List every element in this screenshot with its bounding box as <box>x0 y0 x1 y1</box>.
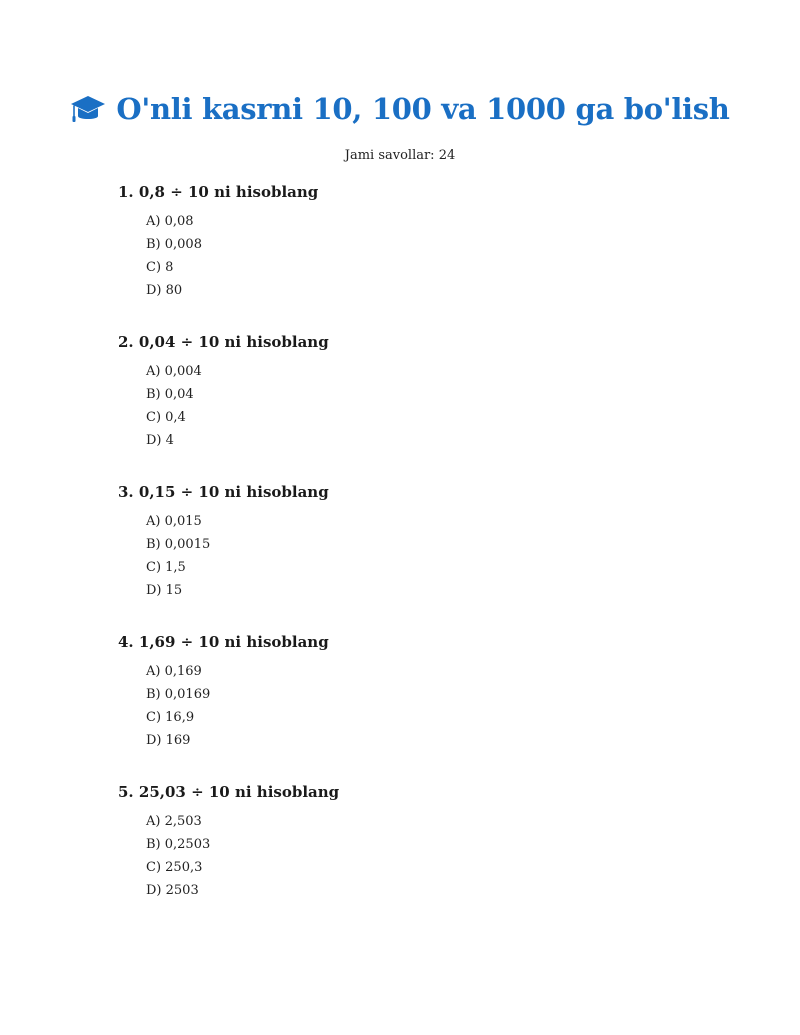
question-5 <box>118 782 758 902</box>
question-1 <box>118 182 758 302</box>
option-d: D) 4 <box>146 433 174 448</box>
option-b: B) 0,008 <box>146 237 202 252</box>
option-d: D) 2503 <box>146 883 199 898</box>
question-3 <box>118 482 758 602</box>
option-c: C) 0,4 <box>146 410 186 425</box>
question-text: 4. 1,69 ÷ 10 ni hisoblang <box>118 633 329 651</box>
question-4 <box>118 632 758 752</box>
option-d: D) 169 <box>146 733 191 748</box>
option-b: B) 0,0169 <box>146 687 211 702</box>
option-a: A) 0,08 <box>146 214 194 229</box>
option-d: D) 80 <box>146 283 183 298</box>
option-b: B) 0,04 <box>146 387 194 402</box>
option-a: A) 0,015 <box>146 514 202 529</box>
page-title: O'nli kasrni 10, 100 va 1000 ga bo'lish <box>116 92 730 126</box>
question-2 <box>118 332 758 452</box>
option-c: C) 8 <box>146 260 174 275</box>
option-c: C) 250,3 <box>146 860 203 875</box>
question-list <box>118 182 758 932</box>
option-d: D) 15 <box>146 583 183 598</box>
option-c: C) 16,9 <box>146 710 195 725</box>
option-c: C) 1,5 <box>146 560 186 575</box>
option-a: A) 2,503 <box>146 814 202 829</box>
option-b: B) 0,2503 <box>146 837 211 852</box>
question-text: 5. 25,03 ÷ 10 ni hisoblang <box>118 783 340 801</box>
option-b: B) 0,0015 <box>146 537 211 552</box>
total-questions-label: Jami savollar: 24 <box>344 148 456 163</box>
question-text: 3. 0,15 ÷ 10 ni hisoblang <box>118 483 329 501</box>
option-a: A) 0,004 <box>146 364 202 379</box>
option-a: A) 0,169 <box>146 664 202 679</box>
title-row <box>0 92 800 126</box>
graduation-cap-icon <box>70 93 106 125</box>
question-text: 1. 0,8 ÷ 10 ni hisoblang <box>118 183 319 201</box>
question-text: 2. 0,04 ÷ 10 ni hisoblang <box>118 333 329 351</box>
